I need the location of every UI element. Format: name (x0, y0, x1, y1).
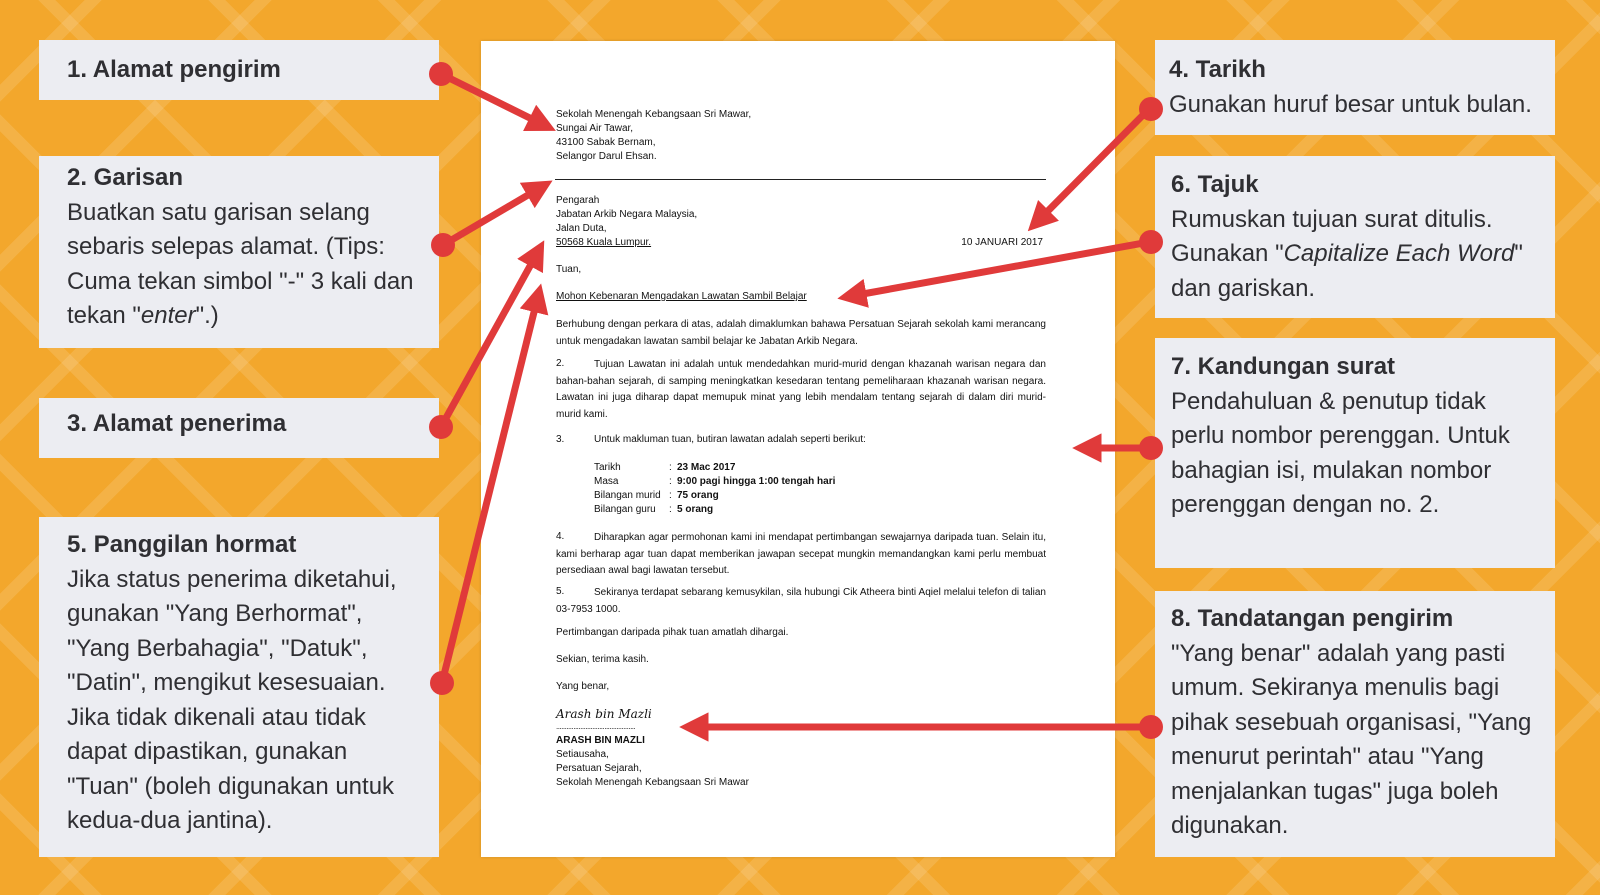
handwritten-signature: Arash bin Mazli (556, 707, 652, 721)
callout-body: Pendahuluan & penutup tidak perlu nombor perenggan. Untuk bahagian isi, mulakan nombor perenggan dengan no. 2. (1171, 387, 1510, 518)
letter-title: Mohon Kebenaran Mengadakan Lawatan Sambil Belajar (556, 291, 807, 302)
callout-text: Buatkan satu garisan selang sebaris selepas alamat. (Tips: Cuma tekan simbol "-" 3 kali dan tekan " (67, 198, 414, 329)
callout-kandungan-surat (1155, 338, 1555, 568)
detail-label: Bilangan murid (594, 490, 661, 501)
paragraph-5: Sekiranya terdapat sebarang kemusykilan, sila hubungi Cik Atheera binti Aqiel melalui telefon di talian 03-7953 1000. (556, 587, 1046, 615)
detail-colon: : (669, 504, 672, 515)
callout-alamat-penerima (39, 398, 439, 458)
paragraph-4: Diharapkan agar permohonan kami ini mendapat pertimbangan sewajarnya daripada tuan. Selain itu, kami berharap agar tuan dapat memberikan jawapan secepat mungkin memandangkan kami perlu membuat persediaan awal bagi lawatan tersebut. (556, 532, 1046, 576)
callout-text: Rumuskan tujuan surat ditulis. Gunakan " (1171, 205, 1493, 267)
detail-label: Bilangan guru (594, 504, 656, 515)
callout-body: Jika status penerima diketahui, gunakan "Yang Berhormat", "Yang Berbahagia", "Datuk", "Datin", mengikut kesesuaian. Jika tidak dikenali atau tidak dapat dipastikan, gunakan "Tuan" (boleh digunakan untuk kedua-dua jantina). (67, 565, 397, 834)
callout-body (67, 196, 419, 334)
callout-alamat-pengirim (39, 40, 439, 100)
callout-tandatangan-pengirim (1155, 591, 1555, 857)
paragraph-2-number: 2. (556, 358, 565, 369)
paragraph-3-number: 3. (556, 434, 565, 445)
callout-body (1171, 203, 1535, 307)
callout-panggilan-hormat (39, 517, 439, 857)
signatory-name: ARASH BIN MAZLI (556, 735, 645, 746)
closing-line-1: Pertimbangan daripada pihak tuan amatlah dihargai. (556, 627, 789, 638)
detail-value: 9:00 pagi hingga 1:00 tengah hari (677, 476, 836, 487)
paragraph-1: Berhubung dengan perkara di atas, adalah dimaklumkan bahawa Persatuan Sejarah sekolah kami merancang untuk mengadakan lawatan sambil belajar ke Jabatan Arkib Negara. (556, 319, 1046, 347)
callout-body: Gunakan huruf besar untuk bulan. (1169, 90, 1532, 118)
detail-colon: : (669, 462, 672, 473)
salutation: Tuan, (556, 264, 582, 275)
detail-colon: : (669, 476, 672, 487)
signatory-position: Setiausaha, Persatuan Sejarah, Sekolah Menengah Kebangsaan Sri Mawar (556, 749, 749, 788)
callout-text-tail: " dan gariskan. (1171, 240, 1523, 302)
recipient-postcode: 50568 Kuala Lumpur. (556, 237, 652, 248)
recipient-address: Pengarah Jabatan Arkib Negara Malaysia, Jalan Duta, (556, 195, 698, 234)
paragraph-3: Untuk makluman tuan, butiran lawatan adalah seperti berikut: (594, 434, 866, 445)
callout-heading: 4. Tarikh (1169, 56, 1266, 83)
letter-date: 10 JANUARI 2017 (961, 237, 1043, 248)
callout-emphasis: Capitalize Each Word (1283, 240, 1515, 267)
callout-text-tail: ".) (195, 302, 219, 329)
detail-label: Masa (594, 476, 619, 487)
detail-label: Tarikh (594, 462, 621, 473)
detail-colon: : (669, 490, 672, 501)
callout-garisan (39, 156, 439, 348)
detail-value: 23 Mac 2017 (677, 462, 736, 473)
closing-line-2: Sekian, terima kasih. (556, 654, 649, 665)
callout-heading: 5. Panggilan hormat (67, 531, 297, 558)
callout-emphasis: enter (140, 302, 196, 329)
callout-tajuk (1155, 156, 1555, 318)
callout-body: "Yang benar" adalah yang pasti umum. Sekiranya menulis bagi pihak sesebuah organisasi, "Yang menurut perintah" atau "Yang menjalankan tugas" juga boleh digunakan. (1171, 639, 1532, 839)
paragraph-4-number: 4. (556, 531, 565, 542)
callout-heading: 1. Alamat pengirim (67, 56, 281, 83)
sender-address: Sekolah Menengah Kebangsaan Sri Mawar, Sungai Air Tawar, 43100 Sabak Bernam, Selangor Darul Ehsan. (556, 109, 752, 162)
paragraph-2: Tujuan Lawatan ini adalah untuk mendedahkan murid-murid dengan khazanah warisan negara dan bahan-bahan sejarah, di samping meningkatkan kesedaran tentang pemeliharaan khazanah warisan negara. Lawatan ini juga diharap dapat memupuk minat yang lebih mendalam tentang sejarah di dalam diri murid-murid kami. (556, 359, 1046, 420)
yours-truly: Yang benar, (556, 681, 610, 692)
callout-heading: 8. Tandatangan pengirim (1171, 605, 1454, 632)
detail-value: 5 orang (677, 504, 714, 515)
callout-heading: 2. Garisan (67, 164, 184, 191)
callout-heading: 7. Kandungan surat (1171, 353, 1396, 380)
paragraph-5-number: 5. (556, 586, 565, 597)
sample-letter (481, 41, 1115, 857)
separator-line (555, 179, 1046, 180)
detail-value: 75 orang (677, 490, 719, 501)
callout-heading: 6. Tajuk (1171, 171, 1259, 198)
callout-heading: 3. Alamat penerima (67, 410, 287, 437)
signature-dots: .............................................. (556, 722, 636, 731)
callout-tarikh (1155, 40, 1555, 135)
